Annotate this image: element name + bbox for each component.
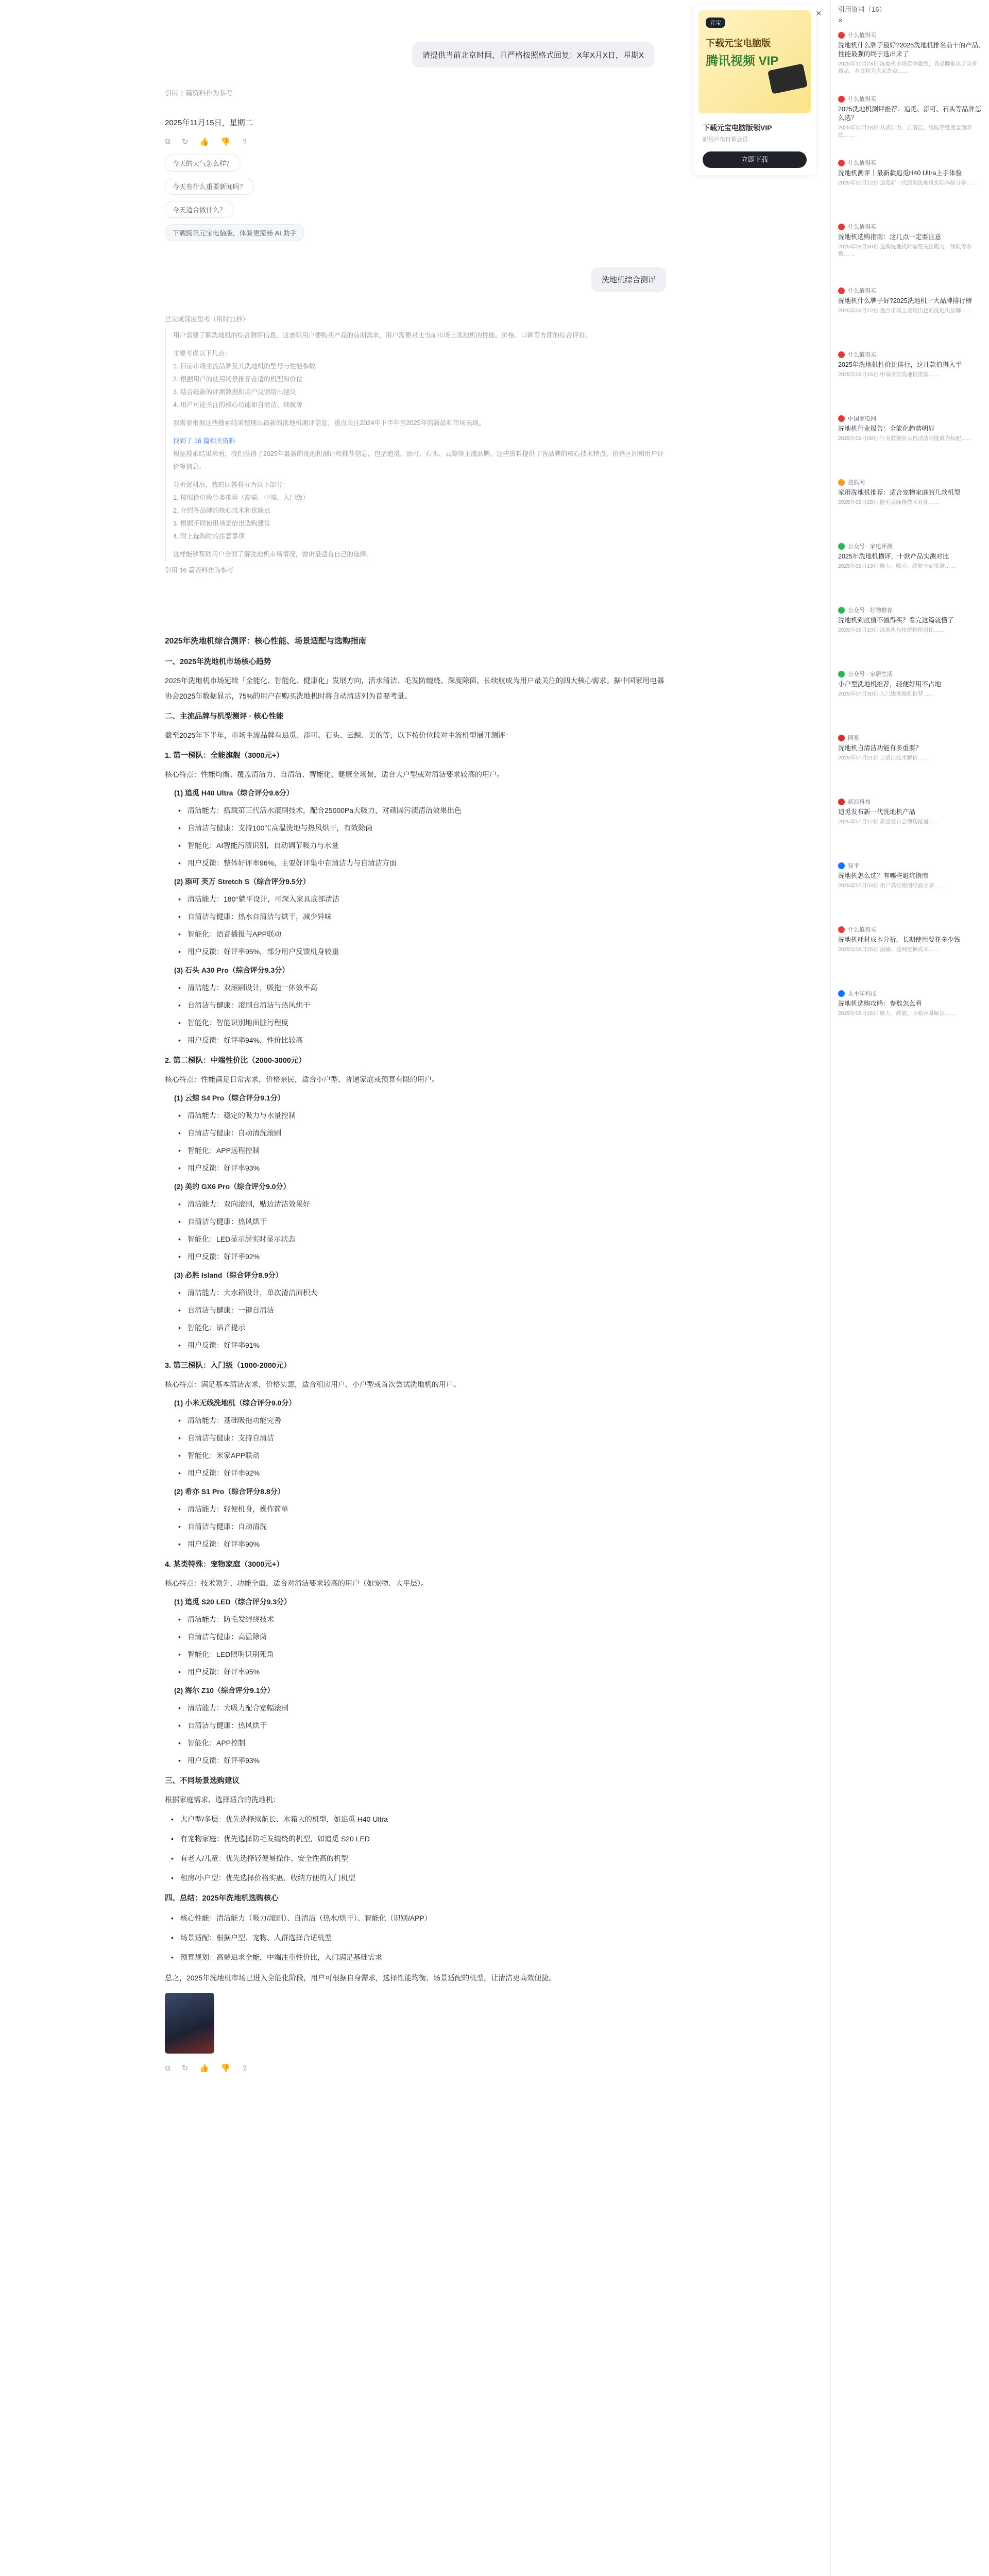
model-heading: (2) 海尔 Z10（综合评分9.1分） (174, 1686, 275, 1694)
model-point: • 清洁能力：双向滚刷，贴边清洁效果好 (165, 1196, 670, 1212)
reference-snippet: 2025年09月08日 行业数据显示自清洁功能成为标配…… (838, 435, 972, 442)
copy-icon[interactable]: ⧉ (165, 2064, 170, 2073)
s3-title: 三、不同场景选购建议 (165, 1777, 240, 1785)
model-point: • 清洁能力：稳定的吸力与水量控制 (165, 1108, 670, 1123)
reference-source-label: 什么值得买 (848, 352, 876, 358)
reference-source-label: 太平洋科技 (848, 991, 876, 997)
model-heading: (3) 石头 A30 Pro（综合评分9.3分） (174, 966, 289, 974)
reference-card[interactable] (838, 798, 981, 825)
model-point: • 智能化：APP远程控制 (165, 1143, 670, 1158)
a1-action-icons (165, 137, 670, 146)
reference-card[interactable] (838, 606, 981, 634)
share-icon[interactable]: ⇪ (241, 138, 248, 146)
reference-card[interactable] (838, 734, 981, 761)
reference-card[interactable] (838, 989, 981, 1017)
reference-card[interactable] (838, 478, 981, 506)
reference-card[interactable] (838, 542, 981, 570)
ad-line2: 腾讯视频 VIP (706, 54, 779, 68)
suggestion-chip-3[interactable]: 今天适合做什么？ (165, 201, 234, 218)
reference-source (838, 606, 981, 614)
reference-source-label: 网易 (848, 735, 859, 741)
reference-source (838, 670, 981, 678)
user-message-2-text: 洗地机综合测评 (602, 276, 656, 284)
ad-badge: 元宝 (706, 18, 725, 28)
answer-action-icons (165, 2061, 670, 2076)
source-logo-icon (838, 543, 845, 550)
model-point: • 用户反馈：好评率90% (165, 1536, 670, 1552)
model-point: • 智能化：APP控制 (165, 1735, 670, 1751)
reference-source (838, 989, 981, 997)
reference-snippet: 2025年10月12日 追觅新一代旗舰洗地机实际体验分享…… (838, 180, 978, 186)
download-tip[interactable]: 下载腾讯元宝电脑版，体验更流畅 AI 助手 (165, 224, 304, 241)
thinking-p2: 主要考虑以下几点： (173, 350, 231, 357)
tier3-models (165, 1395, 670, 1552)
reference-title: 洗地机选购指南：这几点一定要注意 (838, 233, 942, 241)
model-point: • 用户反馈：好评率91% (165, 1337, 670, 1353)
thinking-sources-link[interactable]: 找到了 16 篇相关资料 (173, 437, 235, 445)
tier1-title: 1. 第一梯队：全能旗舰（3000元+） (165, 752, 284, 760)
suggestion-chip-2[interactable]: 今天有什么重要新闻吗？ (165, 178, 254, 195)
thinking-list2-1: 1. 按照价位段分类推荐（高端、中端、入门级） (173, 494, 309, 501)
model-heading: (2) 美的 GX6 Pro（综合评分9.0分） (174, 1182, 291, 1191)
model-point: • 清洁能力：防毛发缠绕技术 (165, 1612, 670, 1627)
reference-card[interactable] (838, 350, 981, 378)
reference-snippet: 2025年10月23日 洗地机市场竞争激烈，各品牌推出了众多新品，本文将为大家盘点…… (838, 61, 978, 74)
s4-bullet-1: • 核心性能：清洁能力（吸力/滚刷）、自清洁（热水/烘干）、智能化（识别/APP） (165, 1910, 670, 1926)
assistant-message-1 (165, 88, 670, 247)
model-heading: (2) 添可 芙万 Stretch S（综合评分9.5分） (174, 877, 310, 886)
reference-source-label: 什么值得买 (848, 160, 876, 166)
model-point: • 自清洁与健康：滚刷自清洁与热风烘干 (165, 997, 670, 1013)
model-point: • 智能化：语音播报与APP联动 (165, 926, 670, 942)
s3-bullet-4: • 租房/小户型：优先选择价格实惠、收纳方便的入门机型 (165, 1870, 670, 1886)
a1-ref-note[interactable]: 引用 1 篇资料作为参考 (165, 89, 233, 97)
copy-icon[interactable]: ⧉ (165, 137, 170, 146)
answer-title: 2025年洗地机综合测评：核心性能、场景适配与选购指南 (165, 637, 366, 646)
reference-snippet: 2025年08月19日 吸力、噪音、续航全面实测…… (838, 563, 956, 569)
reference-snippet: 2025年07月03日 用户真实使用经验分享…… (838, 883, 945, 889)
thinking-header[interactable]: 已完成深度思考（用时11秒） (165, 316, 249, 323)
thinking-list-2: 2. 根据用户的使用场景推荐合适的机型和价位 (173, 376, 303, 383)
model-point: • 用户反馈：好评率93% (165, 1160, 670, 1176)
thinking-list-4: 4. 用户可能关注的核心功能如自清洁、续航等 (173, 401, 303, 409)
reference-title: 追觅发布新一代洗地机产品 (838, 808, 916, 816)
a1-answer: 2025年11月15日，星期二 (165, 118, 253, 127)
model-point: • 用户反馈：好评率93% (165, 1753, 670, 1768)
source-logo-icon (838, 287, 845, 294)
tier2-models (165, 1090, 670, 1353)
reference-title: 2025洗地机测评推荐：追觅、添可、石头等品牌怎么选？ (838, 106, 981, 122)
model-heading: (2) 希亦 S1 Pro（综合评分8.8分） (174, 1487, 285, 1496)
thumb-up-icon[interactable]: 👍 (199, 138, 209, 146)
reference-source (838, 861, 981, 870)
model-point: • 用户反馈：好评率92% (165, 1465, 670, 1481)
source-logo-icon (838, 990, 845, 997)
reference-source-label: 搜狐网 (848, 480, 865, 486)
reference-source-label: 什么值得买 (848, 96, 876, 103)
tier2-core: 核心特点：性能满足日常需求，价格亲民，适合小户型、普通家庭或预算有限的用户。 (165, 1075, 439, 1083)
reference-snippet: 2025年07月12日 新品发布会现场报道…… (838, 819, 940, 825)
sidebar-close-icon[interactable]: × (838, 16, 843, 25)
model-heading: (1) 追觅 S20 LED（综合评分9.3分） (174, 1598, 292, 1606)
reference-source-label: 中国家电网 (848, 416, 876, 422)
reference-card[interactable] (838, 414, 981, 442)
tier3-core: 核心特点：满足基本清洁需求，价格实惠，适合租房用户、小户型或首次尝试洗地机的用户。 (165, 1380, 461, 1388)
sidebar-title: 引用资料（16） (838, 6, 886, 13)
tier4-title: 4. 某类特殊：宠物家庭（3000元+） (165, 1561, 284, 1569)
model-point: • 自清洁与健康：高温除菌 (165, 1629, 670, 1645)
thinking-list2-3: 3. 根据不同使用场景给出选购建议 (173, 520, 270, 527)
reference-card[interactable] (838, 286, 981, 314)
reference-source-label: 什么值得买 (848, 927, 876, 933)
ad-card[interactable] (693, 5, 816, 175)
s3-bullet-1: • 大户型/多层：优先选择续航长、水箱大的机型，如追觅 H40 Ultra (165, 1811, 670, 1827)
user-message-1-text: 请提供当前北京时间，且严格按照格式回复：X年X月X日，星期X (422, 51, 644, 60)
model-point: • 清洁能力：大水箱设计，单次清洁面积大 (165, 1285, 670, 1300)
reference-card[interactable] (838, 95, 981, 139)
thinking-p1: 用户需要了解洗地机的综合测评信息，这表明用户要购买产品的前期需求，用户需要对比当前市场上洗地机的性能、价格、口碑等方面的综合评价。 (173, 332, 592, 339)
reference-title: 洗地机选购攻略：参数怎么看 (838, 1000, 922, 1007)
reference-source (838, 414, 981, 422)
reference-source (838, 734, 981, 742)
reference-card[interactable] (838, 925, 981, 953)
model-point: • 智能化：LED显示屏实时显示状态 (165, 1231, 670, 1247)
reference-snippet: 2025年07月21日 自清洁技术解析…… (838, 755, 929, 761)
refresh-icon[interactable]: ↻ (181, 2064, 189, 2073)
model-point: • 智能化：米家APP联动 (165, 1448, 670, 1463)
reference-snippet: 2025年06月16日 吸力、续航、水箱容量解读…… (838, 1010, 956, 1016)
source-logo-icon (838, 96, 845, 103)
reference-source-label: 什么值得买 (848, 224, 876, 230)
model-point: • 用户反馈：好评率95% (165, 1664, 670, 1680)
reference-title: 洗地机什么牌子好?2025洗地机十大品牌排行榜 (838, 297, 972, 304)
source-logo-icon (838, 799, 845, 805)
reference-title: 洗地机怎么选？有哪些避坑指南 (838, 872, 929, 879)
reference-snippet: 2025年06月25日 滚刷、滤网更换成本…… (838, 946, 940, 953)
reference-source-label: 公众号 · 好物推荐 (848, 607, 893, 614)
references-sidebar (830, 0, 989, 2576)
reference-title: 洗地机什么牌子最好?2025洗地机排名前十的产品,性能最强的终于选出来了 (838, 42, 980, 58)
reference-title: 洗地机测评｜最新款追觅H40 Ultra上手体验 (838, 170, 962, 177)
source-logo-icon (838, 862, 845, 869)
thinking-p6: 这样能够帮助用户全面了解洗地机市场情况，做出最适合自己的选择。 (173, 551, 373, 558)
reference-title: 2025年洗地机横评，十款产品实测对比 (838, 553, 949, 560)
source-logo-icon (838, 224, 845, 230)
model-point: • 智能化：AI智能污渍识别，自动调节吸力与水量 (165, 838, 670, 853)
source-logo-icon (838, 607, 845, 614)
model-point: • 用户反馈：好评率92% (165, 1249, 670, 1264)
reference-source (838, 286, 981, 295)
model-point: • 自清洁与健康：热风烘干 (165, 1214, 670, 1229)
ad-download-button[interactable]: 立即下载 (703, 151, 807, 168)
model-point: • 自清洁与健康：自动清洗滚刷 (165, 1125, 670, 1141)
model-point: • 自清洁与健康：热水自清洁与烘干，减少异味 (165, 909, 670, 924)
model-point: • 自清洁与健康：支持自清洁 (165, 1430, 670, 1446)
source-logo-icon (838, 671, 845, 677)
reference-source-label: 知乎 (848, 863, 859, 869)
model-point: • 用户反馈：整体好评率96%，主要好评集中在清洁力与自清洁方面 (165, 855, 670, 871)
thinking-p3: 我需要根据这些搜索结果整理出最新的洗地机测评信息，重点关注2024年下半年至2025年的新品和市场表现。 (173, 419, 485, 427)
reference-title: 洗地机行业报告：全能化趋势明显 (838, 425, 935, 432)
reference-source (838, 350, 981, 359)
thinking-p4: 根据搜索结果来看，我们获得了2025年最新的洗地机测评和推荐信息，包括追觅、添可、石头、云鲸等主流品牌。这些资料提供了各品牌的核心技术特点、价格区间和用户评价等信息。 (173, 450, 664, 470)
model-point: • 智能化：LED照明识别死角 (165, 1647, 670, 1662)
source-logo-icon (838, 351, 845, 358)
reference-title: 洗地机到底值不值得买？看完这篇就懂了 (838, 617, 954, 624)
reference-title: 家用洗地机推荐：适合宠物家庭的几款机型 (838, 489, 961, 496)
thinking-list2-2: 2. 介绍各品牌的核心技术和优缺点 (173, 507, 270, 514)
s3-bullet-3: • 有老人/儿童：优先选择轻便易操作、安全性高的机型 (165, 1851, 670, 1866)
model-heading: (1) 小米无线洗地机（综合评分9.0分） (174, 1399, 296, 1407)
model-heading: (1) 云鲸 S4 Pro（综合评分9.1分） (174, 1094, 285, 1102)
s2-intro: 截至2025年下半年，市场主流品牌有追觅、添可、石头、云鲸、美的等，以下按价位段对主流机型展开测评： (165, 731, 513, 739)
model-point: • 清洁能力：180°躺平设计，可深入家具底部清洁 (165, 891, 670, 907)
source-logo-icon (838, 415, 845, 422)
s1-text: 2025年洗地机市场延续「全能化、智能化、健康化」发展方向，活水清洁、毛发防缠绕、深度除菌、长续航成为用户最关注的四大核心需求。据中国家用电器协会2025年数据显示，75%的用户在购买洗地机时将自动清洁列为首要考量。 (165, 676, 664, 700)
s1-title: 一、2025年洗地机市场核心趋势 (165, 658, 271, 666)
reference-card[interactable] (838, 159, 981, 187)
tier3-title: 3. 第三梯队：入门级（1000-2000元） (165, 1362, 291, 1370)
model-point: • 用户反馈：好评率94%，性价比较高 (165, 1032, 670, 1048)
model-point: • 自清洁与健康：自动清洗 (165, 1519, 670, 1534)
tier4-models (165, 1594, 670, 1768)
model-point: • 清洁能力：大吸力配合宽幅滚刷 (165, 1700, 670, 1716)
reference-snippet: 2025年09月15日 中端价位洗地机推荐…… (838, 371, 940, 378)
source-logo-icon (838, 160, 845, 166)
ad-line1: 下载元宝电脑版 (706, 38, 771, 48)
reference-source-label: 新浪科技 (848, 799, 871, 805)
model-point: • 用户反馈：好评率95%，部分用户反馈机身较重 (165, 944, 670, 959)
s4-bullet-2: • 场景适配：根据户型、宠物、人群选择合适机型 (165, 1930, 670, 1945)
s4-bullet-3: • 预算规划：高端追求全能，中端注重性价比，入门满足基础需求 (165, 1950, 670, 1965)
tier2-title: 2. 第二梯队：中端性价比（2000-3000元） (165, 1057, 306, 1065)
thumb-up-icon[interactable]: 👍 (199, 2064, 209, 2073)
user-message-1 (412, 42, 654, 67)
reference-source (838, 223, 981, 231)
thinking-list-1: 1. 目前市场主流品牌及其洗地机的型号与性能参数 (173, 363, 316, 370)
s3-intro: 根据家庭需求，选择适合的洗地机： (165, 1795, 280, 1804)
thinking-list2-4: 4. 附上选购时的注意事项 (173, 533, 245, 540)
model-point: • 清洁能力：基础吸拖功能完善 (165, 1413, 670, 1428)
reference-card[interactable] (838, 861, 981, 889)
reference-title: 2025年洗地机性价比排行，这几款值得入手 (838, 361, 962, 368)
reference-source (838, 925, 981, 934)
reference-card[interactable] (838, 31, 981, 75)
reference-title: 洗地机自清洁功能有多重要？ (838, 744, 922, 752)
reference-snippet: 2025年09月30日 选购洗地机时需要关注吸力、续航等参数…… (838, 244, 972, 257)
top-promo-close-icon[interactable]: × (816, 8, 822, 19)
thinking-p5: 分析资料后，我的回答将分为以下部分： (173, 481, 289, 488)
tier4-core: 核心特点：技术领先、功能全面，适合对清洁要求较高的用户（如宠物、大平层）。 (165, 1579, 428, 1587)
reference-source (838, 798, 981, 806)
s2-title: 二、主流品牌与机型测评 · 核心性能 (165, 713, 284, 721)
source-logo-icon (838, 479, 845, 486)
reference-source (838, 159, 981, 167)
reference-card[interactable] (838, 223, 981, 258)
ad-subtitle: 新用户每日领会员 (703, 137, 748, 143)
thinking-ref-note[interactable]: 引用 16 篇资料作为参考 (165, 567, 234, 574)
s4-title: 四、总结：2025年洗地机选购核心 (165, 1894, 279, 1903)
source-logo-icon (838, 926, 845, 933)
model-point: • 自清洁与健康：支持100℃高温洗地与热风烘干，有效除菌 (165, 820, 670, 836)
reference-source-label: 什么值得买 (848, 288, 876, 294)
model-heading: (1) 追觅 H40 Ultra（综合评分9.6分） (174, 789, 294, 797)
reference-snippet: 2025年09月22日 盘点市场上表现出色的洗地机品牌…… (838, 308, 972, 314)
thinking-list-3: 3. 结合最新的评测数据和用户反馈给出建议 (173, 388, 296, 396)
model-point: • 清洁能力：轻便机身，操作简单 (165, 1501, 670, 1517)
assistant-answer (165, 628, 670, 2076)
model-point: • 自清洁与健康：热风烘干 (165, 1718, 670, 1733)
source-logo-icon (838, 32, 845, 39)
share-icon[interactable]: ⇪ (241, 2064, 248, 2073)
reference-title: 小户型洗地机推荐，轻便好用不占地 (838, 681, 942, 688)
user-message-2 (591, 267, 666, 292)
reference-source (838, 95, 981, 103)
source-logo-icon (838, 735, 845, 741)
closing-text: 总之，2025年洗地机市场已进入全能化阶段，用户可根据自身需求，选择性能均衡、场景适配的机型，让清洁更高效便捷。 (165, 1974, 556, 1982)
reference-card[interactable] (838, 670, 981, 698)
reference-source-label: 什么值得买 (848, 32, 876, 39)
thinking-block (165, 313, 670, 577)
thumb-down-icon[interactable]: 👎 (220, 2064, 230, 2073)
model-point: • 智能化：智能识别地面脏污程度 (165, 1015, 670, 1030)
ad-title: 下载元宝电脑版领VIP (703, 124, 772, 132)
model-point: • 智能化：语音提示 (165, 1320, 670, 1335)
reference-title: 洗地机耗材成本分析，长期使用要花多少钱 (838, 936, 961, 943)
reference-snippet: 2025年07月30日 入门级洗地机推荐…… (838, 691, 934, 697)
refresh-icon[interactable]: ↻ (181, 138, 189, 146)
thumb-down-icon[interactable]: 👎 (220, 138, 230, 146)
model-point: • 自清洁与健康：一键自清洁 (165, 1302, 670, 1318)
s3-bullet-2: • 有宠物家庭：优先选择防毛发缠绕的机型，如追觅 S20 LED (165, 1831, 670, 1846)
suggestion-chip-1[interactable]: 今天的天气怎么样？ (165, 155, 241, 172)
tier1-models (165, 785, 670, 1048)
reference-source-label: 公众号 · 家电评测 (848, 544, 893, 550)
model-point: • 清洁能力：双滚刷设计，吸拖一体效率高 (165, 980, 670, 995)
reference-snippet: 2025年10月18日 从清洁力、自清洁、续航等维度全面对比…… (838, 125, 972, 138)
reference-source-label: 公众号 · 家居生活 (848, 671, 893, 677)
model-point: • 清洁能力：搭载第三代活水滚刷技术，配合25000Pa大吸力，对顽固污渍清洁效果出色 (165, 803, 670, 818)
reference-source (838, 478, 981, 486)
reference-snippet: 2025年08月28日 防毛发缠绕技术对比…… (838, 499, 940, 505)
reference-snippet: 2025年08月10日 洗地机与传统拖把对比…… (838, 627, 945, 633)
tier1-core: 核心特点：性能均衡、覆盖清洁力、自清洁、智能化、健康全场景，适合大户型或对清洁要求较高的用户。 (165, 770, 504, 778)
answer-image-thumbnail[interactable] (165, 1993, 214, 2054)
reference-source (838, 542, 981, 550)
reference-source (838, 31, 981, 39)
model-heading: (3) 必胜 Island（综合评分8.9分） (174, 1271, 283, 1279)
